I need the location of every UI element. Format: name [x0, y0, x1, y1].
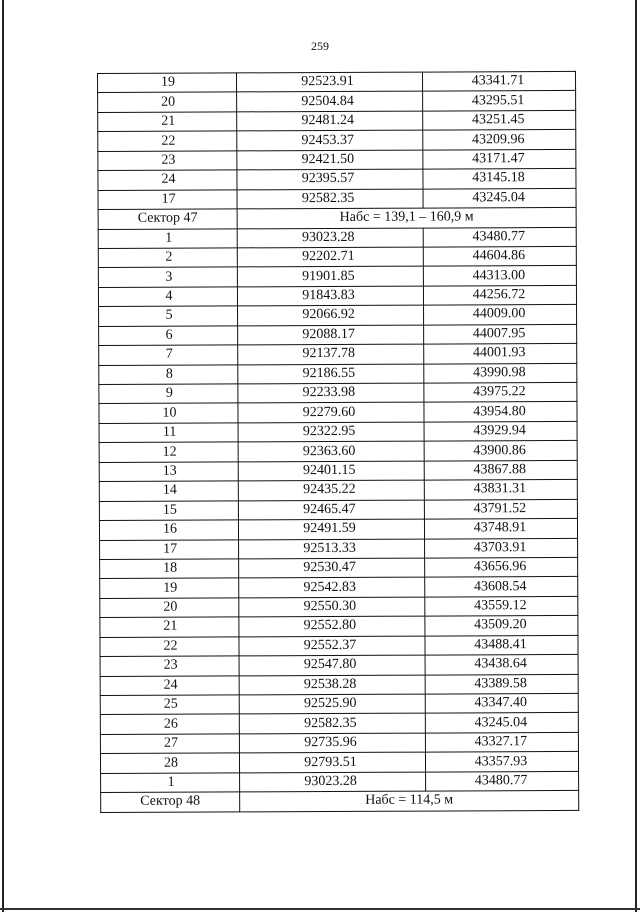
point-number-cell: 21 [100, 617, 239, 637]
coordinates-table-container [97, 71, 578, 813]
x-coordinate-cell: 92523.91 [237, 72, 423, 92]
y-coordinate-cell: 43480.77 [426, 771, 579, 791]
y-coordinate-cell: 43209.96 [423, 130, 576, 150]
table-row [100, 577, 578, 599]
table-row [98, 266, 576, 288]
table-row [98, 285, 576, 307]
point-number-cell: 10 [99, 403, 238, 423]
x-coordinate-cell: 92735.96 [239, 733, 425, 753]
page-edge-bottom [0, 908, 640, 910]
y-coordinate-cell: 44313.00 [423, 266, 576, 286]
y-coordinate-cell: 43357.93 [425, 752, 578, 772]
x-coordinate-cell: 92582.35 [237, 189, 423, 209]
table-row [99, 518, 577, 540]
point-number-cell: 14 [99, 481, 238, 501]
table-row [100, 674, 578, 696]
point-number-cell: 2 [98, 248, 237, 268]
point-number-cell: 1 [98, 228, 237, 248]
sector-name-cell: Сектор 47 [98, 209, 237, 229]
sector-header-row [98, 207, 576, 229]
table-row [99, 499, 577, 521]
x-coordinate-cell: 92401.15 [238, 461, 424, 481]
point-number-cell: 6 [99, 326, 238, 346]
point-number-cell: 21 [98, 112, 237, 132]
y-coordinate-cell: 43929.94 [424, 421, 577, 441]
y-coordinate-cell: 43171.47 [423, 149, 576, 169]
point-number-cell: 25 [100, 695, 239, 715]
y-coordinate-cell: 43831.31 [424, 480, 577, 500]
y-coordinate-cell: 43438.64 [425, 655, 578, 675]
y-coordinate-cell: 44256.72 [423, 285, 576, 305]
point-number-cell: 11 [99, 423, 238, 443]
table-row [99, 305, 577, 327]
table-row [100, 635, 578, 657]
x-coordinate-cell: 92465.47 [238, 500, 424, 520]
table-row [98, 130, 576, 152]
table-row [98, 188, 576, 210]
y-coordinate-cell: 43990.98 [424, 363, 577, 383]
table-row [100, 693, 578, 715]
y-coordinate-cell: 43245.04 [425, 713, 578, 733]
x-coordinate-cell: 92542.83 [239, 577, 425, 597]
x-coordinate-cell: 92233.98 [238, 383, 424, 403]
point-number-cell: 22 [100, 637, 239, 657]
coordinates-table [97, 71, 579, 813]
point-number-cell: 17 [98, 190, 237, 210]
table-row [99, 363, 577, 385]
point-number-cell: 19 [98, 73, 237, 93]
y-coordinate-cell: 43389.58 [425, 674, 578, 694]
x-coordinate-cell: 92137.78 [238, 344, 424, 364]
y-coordinate-cell: 43791.52 [424, 499, 577, 519]
coordinates-table-body [98, 71, 579, 812]
table-row [99, 480, 577, 502]
y-coordinate-cell: 43347.40 [425, 693, 578, 713]
table-row [100, 655, 578, 677]
y-coordinate-cell: 43145.18 [423, 169, 576, 189]
y-coordinate-cell: 43748.91 [424, 518, 577, 538]
y-coordinate-cell: 43488.41 [425, 635, 578, 655]
y-coordinate-cell: 44009.00 [424, 305, 577, 325]
x-coordinate-cell: 92453.37 [237, 130, 423, 150]
x-coordinate-cell: 92279.60 [238, 403, 424, 423]
y-coordinate-cell: 43954.80 [424, 402, 577, 422]
point-number-cell: 24 [100, 675, 239, 695]
x-coordinate-cell: 92435.22 [238, 480, 424, 500]
table-row [99, 324, 577, 346]
table-row [98, 91, 576, 113]
x-coordinate-cell: 92421.50 [237, 150, 423, 170]
x-coordinate-cell: 92088.17 [238, 325, 424, 345]
sector-name-cell: Сектор 48 [101, 792, 240, 812]
table-row [98, 71, 576, 93]
x-coordinate-cell: 91901.85 [237, 266, 423, 286]
x-coordinate-cell: 92395.57 [237, 169, 423, 189]
x-coordinate-cell: 93023.28 [237, 228, 423, 248]
table-row [100, 557, 578, 579]
x-coordinate-cell: 93023.28 [240, 772, 426, 792]
y-coordinate-cell: 43480.77 [423, 227, 576, 247]
y-coordinate-cell: 43608.54 [425, 577, 578, 597]
point-number-cell: 8 [99, 364, 238, 384]
page-edge-right [635, 0, 637, 912]
x-coordinate-cell: 92550.30 [239, 597, 425, 617]
table-row [98, 110, 576, 132]
y-coordinate-cell: 43656.96 [425, 557, 578, 577]
page-edge-left [2, 0, 4, 912]
x-coordinate-cell: 92066.92 [238, 305, 424, 325]
table-row [100, 616, 578, 638]
point-number-cell: 16 [99, 520, 238, 540]
y-coordinate-cell: 44007.95 [424, 324, 577, 344]
table-row [100, 752, 578, 774]
y-coordinate-cell: 43327.17 [425, 732, 578, 752]
x-coordinate-cell: 92582.35 [239, 714, 425, 734]
y-coordinate-cell: 43245.04 [423, 188, 576, 208]
y-coordinate-cell: 43251.45 [423, 110, 576, 130]
point-number-cell: 20 [100, 598, 239, 618]
x-coordinate-cell: 92186.55 [238, 364, 424, 384]
x-coordinate-cell: 92491.59 [238, 519, 424, 539]
point-number-cell: 27 [100, 734, 239, 754]
point-number-cell: 17 [100, 539, 239, 559]
point-number-cell: 28 [100, 753, 239, 773]
table-row [100, 713, 578, 735]
y-coordinate-cell: 43559.12 [425, 596, 578, 616]
point-number-cell: 22 [98, 131, 237, 151]
table-row [100, 732, 578, 754]
x-coordinate-cell: 91843.83 [237, 286, 423, 306]
y-coordinate-cell: 43295.51 [423, 91, 576, 111]
x-coordinate-cell: 92538.28 [239, 675, 425, 695]
point-number-cell: 23 [100, 656, 239, 676]
x-coordinate-cell: 92793.51 [239, 752, 425, 772]
x-coordinate-cell: 92363.60 [238, 441, 424, 461]
point-number-cell: 23 [98, 151, 237, 171]
y-coordinate-cell: 43341.71 [422, 71, 575, 91]
x-coordinate-cell: 92481.24 [237, 111, 423, 131]
y-coordinate-cell: 43975.22 [424, 382, 577, 402]
table-row [98, 227, 576, 249]
point-number-cell: 24 [98, 170, 237, 190]
point-number-cell: 20 [98, 92, 237, 112]
point-number-cell: 9 [99, 384, 238, 404]
point-number-cell: 26 [100, 714, 239, 734]
y-coordinate-cell: 43867.88 [424, 460, 577, 480]
point-number-cell: 4 [98, 287, 237, 307]
y-coordinate-cell: 43900.86 [424, 441, 577, 461]
y-coordinate-cell: 44604.86 [423, 246, 576, 266]
x-coordinate-cell: 92552.37 [239, 636, 425, 656]
table-row [99, 344, 577, 366]
x-coordinate-cell: 92525.90 [239, 694, 425, 714]
x-coordinate-cell: 92322.95 [238, 422, 424, 442]
point-number-cell: 12 [99, 442, 238, 462]
table-row [99, 421, 577, 443]
table-row [100, 596, 578, 618]
x-coordinate-cell: 92552.80 [239, 616, 425, 636]
y-coordinate-cell: 43703.91 [425, 538, 578, 558]
page-number: 259 [311, 39, 329, 53]
sector-height-cell: Набс = 139,1 – 160,9 м [237, 207, 576, 228]
table-row [99, 402, 577, 424]
table-row [99, 382, 577, 404]
x-coordinate-cell: 92504.84 [237, 92, 423, 112]
x-coordinate-cell: 92530.47 [239, 558, 425, 578]
point-number-cell: 3 [98, 267, 237, 287]
y-coordinate-cell: 43509.20 [425, 616, 578, 636]
sector-height-cell: Набс = 114,5 м [240, 791, 579, 812]
table-row [98, 169, 576, 191]
point-number-cell: 19 [100, 578, 239, 598]
table-row [98, 149, 576, 171]
table-row [98, 246, 576, 268]
point-number-cell: 15 [99, 501, 238, 521]
y-coordinate-cell: 44001.93 [424, 344, 577, 364]
point-number-cell: 13 [99, 462, 238, 482]
table-row [100, 538, 578, 560]
sector-header-row [101, 791, 579, 813]
table-row [99, 441, 577, 463]
point-number-cell: 1 [101, 773, 240, 793]
x-coordinate-cell: 92202.71 [237, 247, 423, 267]
point-number-cell: 5 [99, 306, 238, 326]
x-coordinate-cell: 92547.80 [239, 655, 425, 675]
point-number-cell: 7 [99, 345, 238, 365]
point-number-cell: 18 [100, 559, 239, 579]
x-coordinate-cell: 92513.33 [239, 539, 425, 559]
table-row [101, 771, 579, 793]
table-row [99, 460, 577, 482]
